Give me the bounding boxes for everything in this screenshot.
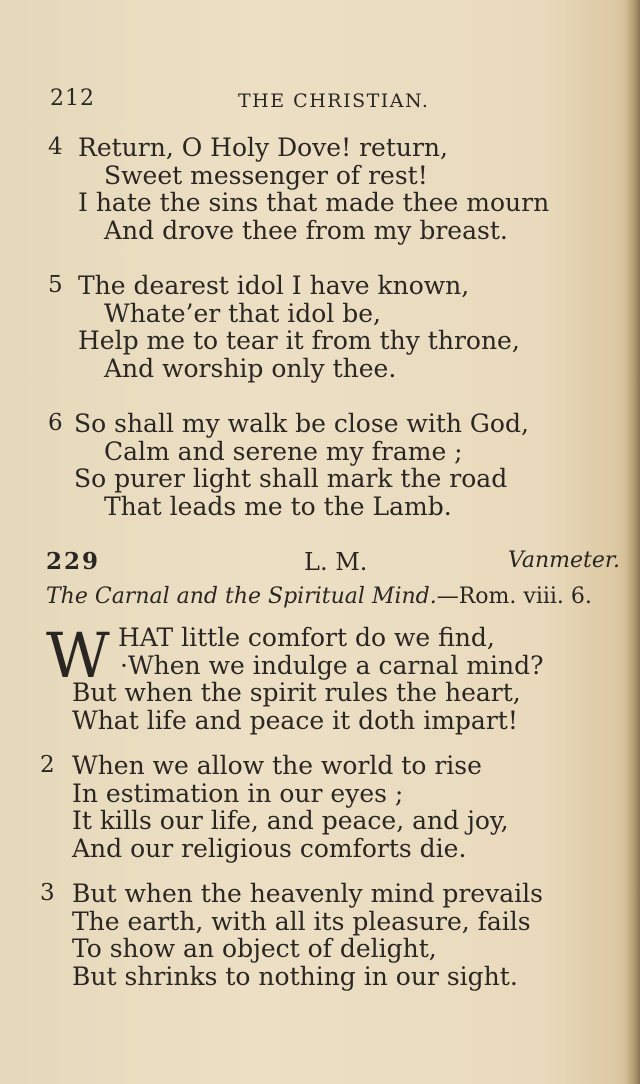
verse-line: When we allow the world to rise: [72, 751, 482, 780]
verse-line: It kills our life, and peace, and joy,: [72, 806, 509, 835]
verse-line: But when the heavenly mind prevails: [72, 879, 543, 908]
verse-line: What life and peace it doth impart!: [72, 705, 518, 735]
page-edge-shadow: [626, 0, 640, 1084]
verse-line: Return, O Holy Dove! return,: [78, 133, 448, 162]
verse-line: But shrinks to nothing in our sight.: [72, 961, 518, 991]
hymn-heading: [46, 548, 626, 578]
hymn-meter: L. M.: [304, 548, 368, 576]
verse-line: ·When we indulge a carnal mind?: [120, 650, 544, 680]
verse-line: Help me to tear it from thy throne,: [78, 326, 520, 355]
running-title: THE CHRISTIAN.: [238, 90, 430, 112]
verse-line: And worship only thee.: [104, 353, 397, 383]
tune-name: Vanmeter.: [508, 548, 620, 573]
verse-line: That leads me to the Lamb.: [104, 491, 452, 521]
verse-line: The earth, with all its pleasure, fails: [72, 906, 531, 936]
page-header: [50, 86, 600, 116]
verse-line: Whate’er that idol be,: [104, 298, 381, 328]
verse-line: I hate the sins that made thee mourn: [78, 188, 550, 217]
verse-line: So shall my walk be close with God,: [74, 409, 529, 438]
verse-line: So purer light shall mark the road: [74, 464, 508, 493]
hymn-number: 229: [46, 548, 101, 575]
verse-line: HAT little comfort do we find,: [118, 623, 495, 652]
stanza-number: 3: [40, 880, 55, 906]
scripture-reference: —Rom. viii. 6.: [436, 584, 592, 609]
stanza-number: 2: [40, 752, 55, 778]
verse-line: The dearest idol I have known,: [78, 271, 470, 300]
stanza-number: 5: [48, 272, 63, 298]
stanza-number: 4: [48, 134, 63, 160]
verse-line: Calm and serene my frame ;: [104, 436, 463, 466]
verse-line: Sweet messenger of rest!: [104, 160, 428, 190]
page-number: 212: [50, 86, 95, 111]
subtitle-title: The Carnal and the Spiritual Mind.: [46, 584, 437, 609]
verse-line: In estimation in our eyes ;: [72, 778, 404, 808]
verse-line: And drove thee from my breast.: [104, 215, 508, 245]
verse-line: And our religious comforts die.: [72, 833, 467, 863]
drop-cap: W: [46, 619, 110, 692]
stanza-number: 6: [48, 410, 63, 436]
verse-line: To show an object of delight,: [72, 934, 437, 963]
hymn-subtitle: [46, 584, 592, 609]
verse-line: But when the spirit rules the heart,: [72, 678, 521, 707]
